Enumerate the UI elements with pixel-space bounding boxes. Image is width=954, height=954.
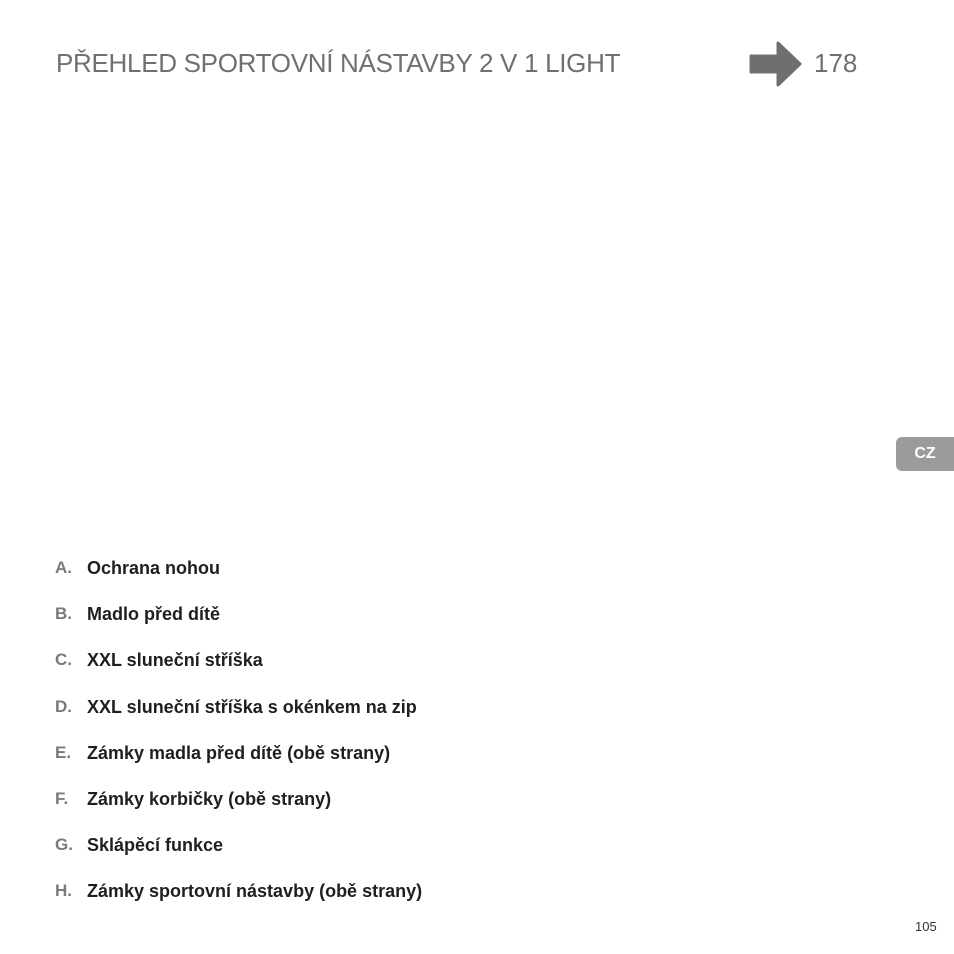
item-label: XXL sluneční stříška s okénkem na zip: [87, 696, 417, 717]
list-item: [55, 835, 422, 881]
list-item: [55, 558, 422, 604]
page-number: 105: [915, 919, 937, 934]
item-letter: E.: [55, 742, 72, 762]
list-item: [55, 881, 422, 927]
item-letter: A.: [55, 558, 72, 577]
item-label: Zámky madla před dítě (obě strany): [87, 742, 391, 763]
item-letter: D.: [55, 696, 72, 716]
list-item: [55, 604, 422, 650]
reference-page-number: 178: [814, 48, 858, 78]
list-item: [55, 789, 422, 835]
item-letter: H.: [55, 881, 72, 901]
item-letter: C.: [55, 650, 72, 670]
parts-list: [55, 558, 422, 928]
item-label: Sklápěcí funkce: [87, 835, 224, 856]
item-label: Zámky sportovní nástavby (obě strany): [87, 881, 423, 902]
list-item: [55, 650, 422, 696]
list-item: [55, 743, 422, 789]
item-letter: G.: [55, 835, 73, 855]
item-letter: F.: [55, 788, 69, 808]
item-label: Zámky korbičky (obě strany): [87, 788, 332, 809]
item-letter: B.: [55, 604, 72, 624]
item-label: Ochrana nohou: [87, 558, 221, 578]
page-title: PŘEHLED SPORTOVNÍ NÁSTAVBY 2 V 1 LIGHT: [56, 48, 621, 78]
item-label: XXL sluneční stříška: [87, 650, 263, 671]
language-tab: CZ: [896, 437, 954, 471]
list-item: [55, 697, 422, 743]
right-arrow-icon: [748, 41, 802, 87]
item-label: Madlo před dítě: [87, 604, 221, 625]
